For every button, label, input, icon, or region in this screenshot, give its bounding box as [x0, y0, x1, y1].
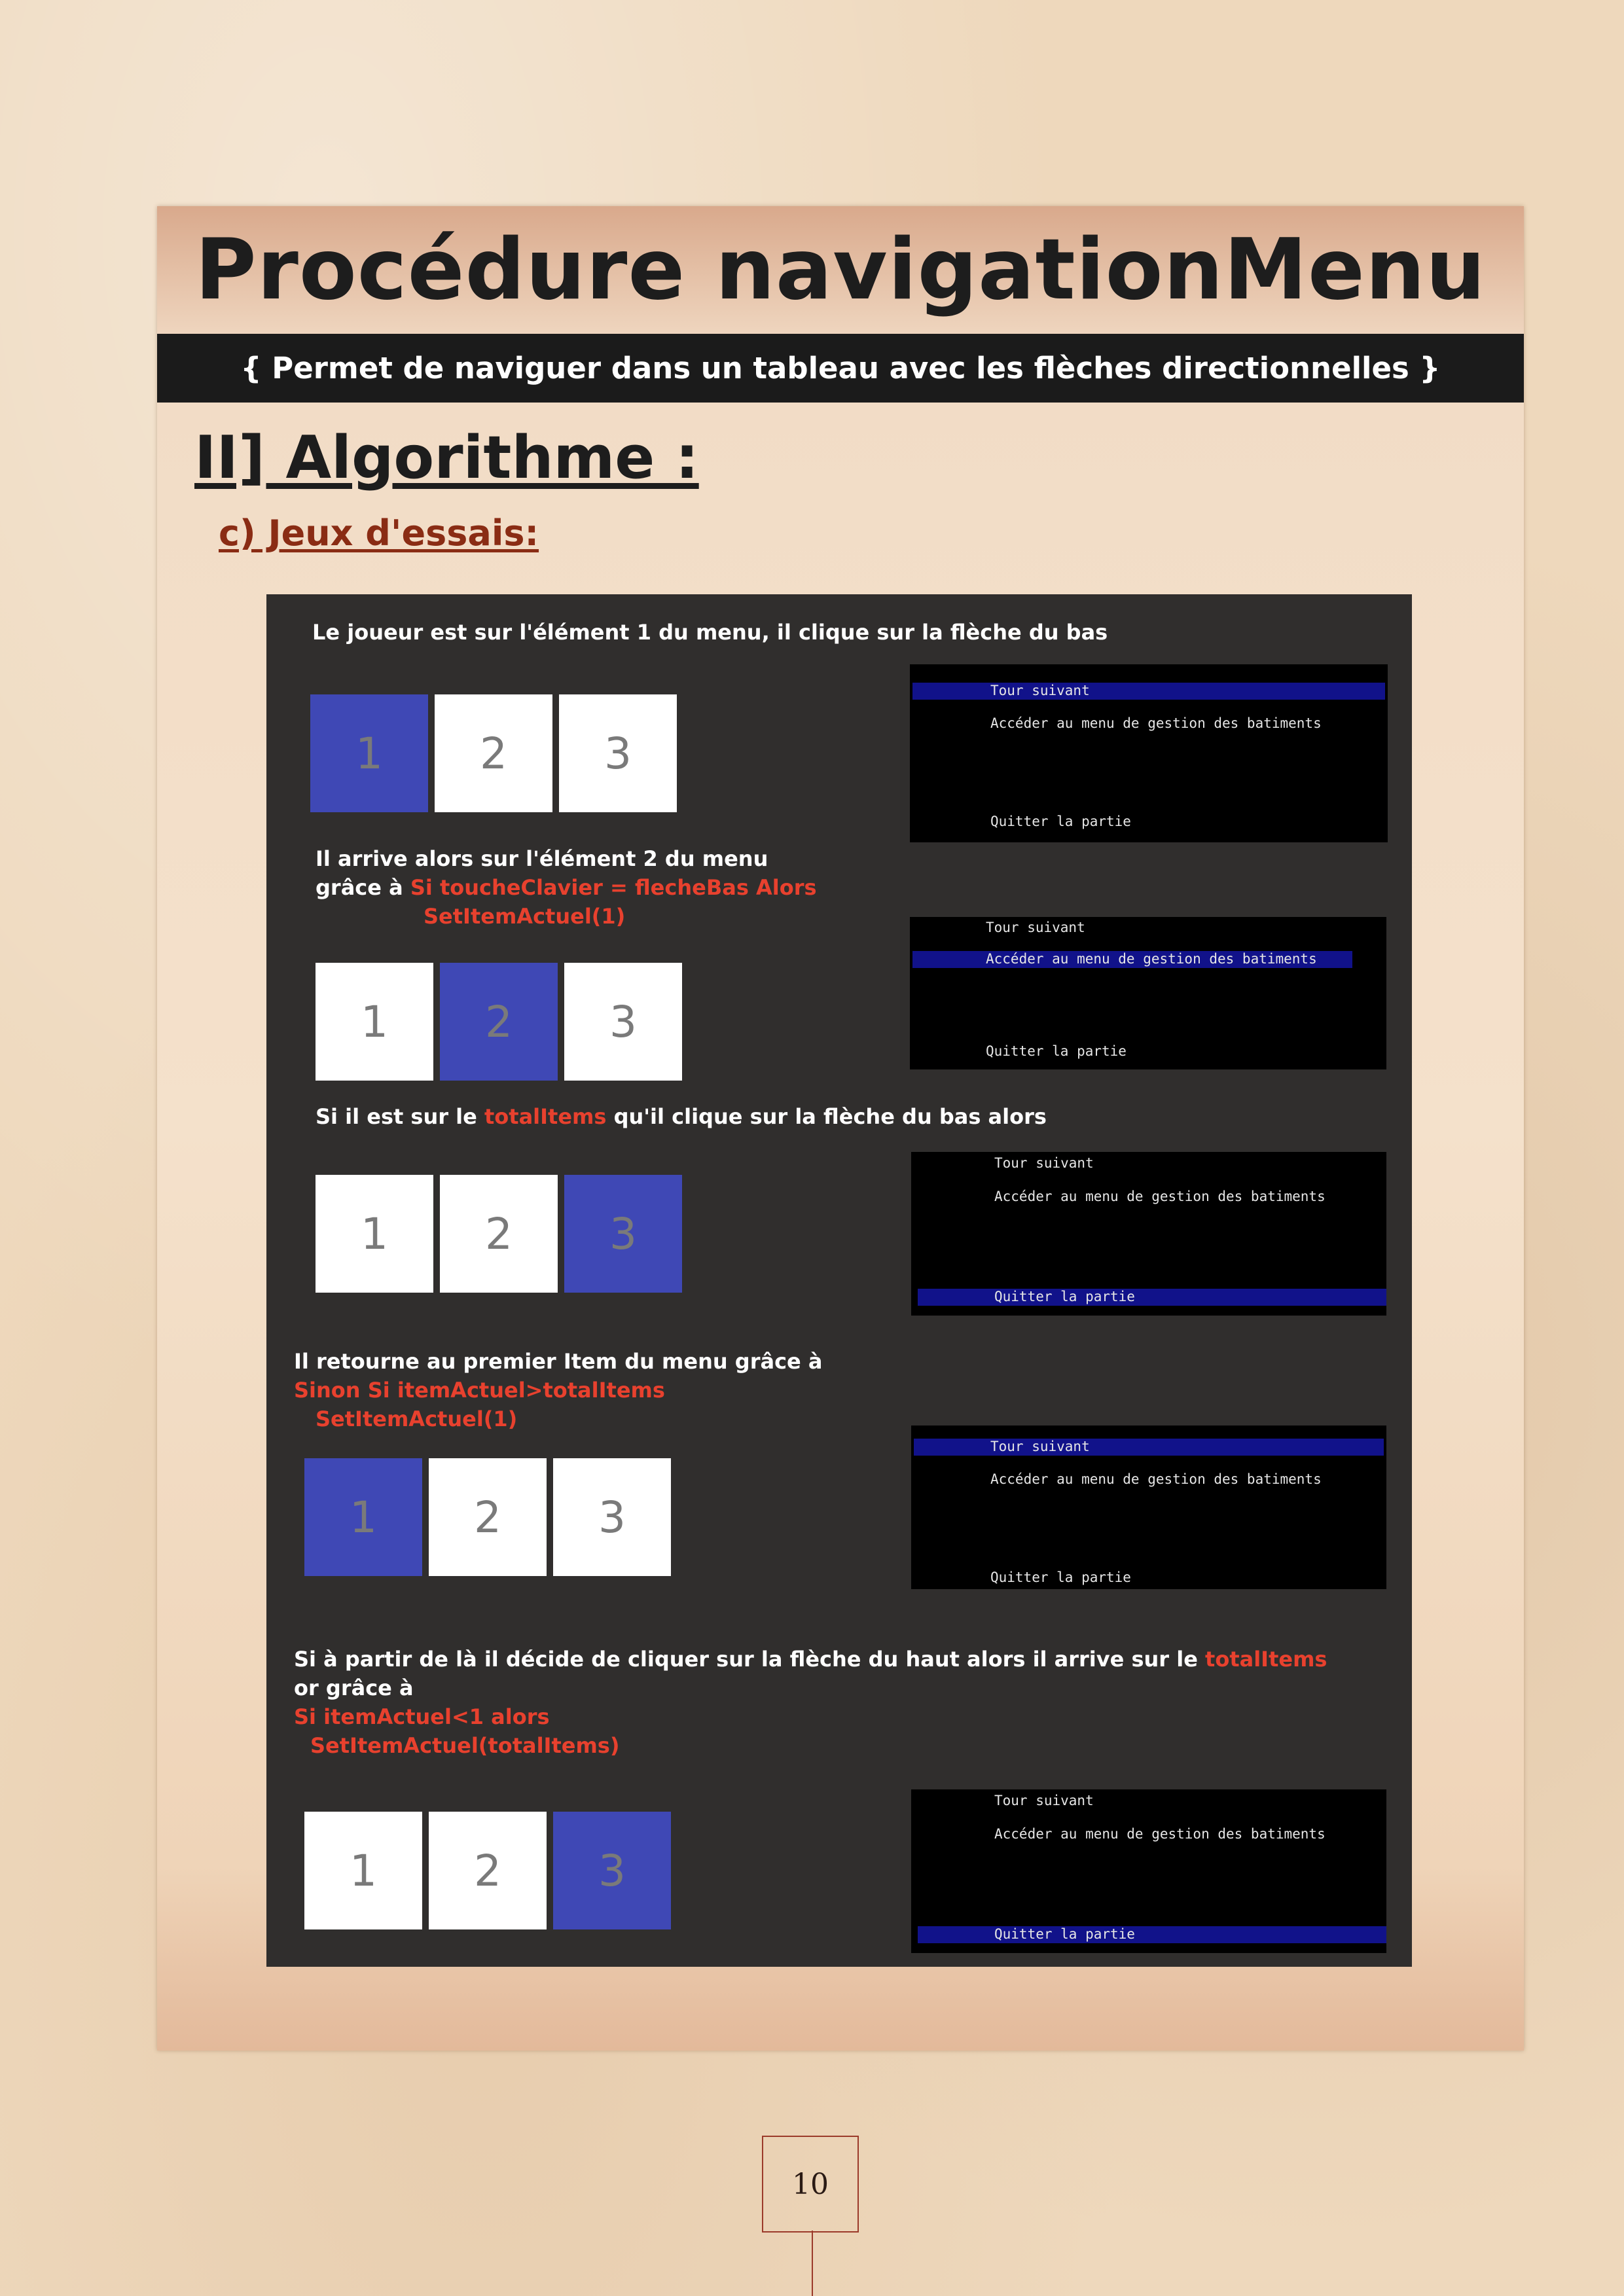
step2-text-line2: grâce à Si toucheClavier = flecheBas Alors [316, 875, 817, 900]
step3-console [911, 1152, 1386, 1316]
menu-item-tour-suivant: Tour suivant [986, 920, 1085, 935]
menu-item-quitter: Quitter la partie [990, 814, 1131, 829]
grid-cell: 2 [429, 1458, 547, 1576]
step4-grid [304, 1458, 671, 1576]
grid-cell: 3 [564, 963, 682, 1081]
step5-console [911, 1789, 1386, 1953]
selection-highlight [918, 1926, 1386, 1943]
step4-code: Sinon Si itemActuel>totalItems [294, 1378, 665, 1403]
step2-code: Si toucheClavier = flecheBas Alors [410, 875, 817, 900]
grid-cell: 3 [559, 694, 677, 812]
menu-item-tour-suivant: Tour suivant [990, 683, 1090, 698]
page-subtitle: { Permet de naviguer dans un tableau avec les flèches directionnelles } [157, 334, 1524, 403]
menu-item-gestion: Accéder au menu de gestion des batiments [994, 1189, 1326, 1204]
grid-cell: 2 [435, 694, 552, 812]
selection-highlight [912, 683, 1385, 700]
step4-console [911, 1426, 1386, 1589]
subsection-heading: c) Jeux d'essais: [219, 512, 539, 554]
menu-item-quitter: Quitter la partie [994, 1926, 1135, 1942]
step3-grid [316, 1175, 682, 1293]
menu-item-quitter: Quitter la partie [994, 1289, 1135, 1304]
step1-grid [310, 694, 677, 812]
menu-item-tour-suivant: Tour suivant [994, 1793, 1094, 1808]
selection-highlight [914, 1439, 1384, 1456]
grid-cell: 2 [440, 1175, 558, 1293]
test-cases-panel [266, 594, 1412, 1967]
page-number: 10 [762, 2136, 859, 2233]
step2-code-line2: SetItemActuel(1) [424, 904, 626, 929]
menu-item-gestion: Accéder au menu de gestion des batiments [986, 951, 1317, 967]
grid-cell: 1 [304, 1812, 422, 1929]
step5-grid [304, 1812, 671, 1929]
grid-cell: 1 [304, 1458, 422, 1576]
step5-code: totalItems [1205, 1647, 1327, 1672]
menu-item-quitter: Quitter la partie [986, 1043, 1127, 1059]
step5-code-line2: Si itemActuel<1 alors [294, 1704, 550, 1729]
step2-grid [316, 963, 682, 1081]
document-page [157, 206, 1524, 2051]
page-title: Procédure navigationMenu [194, 221, 1487, 319]
step2-text: Il arrive alors sur l'élément 2 du menu [316, 846, 768, 871]
step5-text-line2: or grâce à [294, 1676, 414, 1700]
menu-item-tour-suivant: Tour suivant [990, 1439, 1090, 1454]
selection-highlight [918, 1289, 1386, 1306]
menu-item-gestion: Accéder au menu de gestion des batiments [990, 1471, 1322, 1487]
grid-cell: 2 [429, 1812, 547, 1929]
step4-text: Il retourne au premier Item du menu grâce à [294, 1349, 823, 1374]
page-number-line [812, 2231, 813, 2296]
menu-item-tour-suivant: Tour suivant [994, 1155, 1094, 1171]
menu-item-gestion: Accéder au menu de gestion des batiments [994, 1826, 1326, 1842]
grid-cell: 1 [316, 1175, 433, 1293]
grid-cell: 3 [553, 1458, 671, 1576]
step5-code-line3: SetItemActuel(totalItems) [310, 1733, 620, 1758]
step3-text: Si il est sur le totalItems qu'il clique sur la flèche du bas alors [316, 1104, 1047, 1129]
section-heading: II] Algorithme : [194, 423, 699, 492]
step4-code-line2: SetItemActuel(1) [316, 1407, 518, 1431]
step1-text: Le joueur est sur l'élément 1 du menu, il clique sur la flèche du bas [312, 620, 1108, 645]
menu-item-gestion: Accéder au menu de gestion des batiments [990, 715, 1322, 731]
grid-cell: 2 [440, 963, 558, 1081]
grid-cell: 1 [310, 694, 428, 812]
menu-item-quitter: Quitter la partie [990, 1570, 1131, 1585]
grid-cell: 1 [316, 963, 433, 1081]
grid-cell: 3 [553, 1812, 671, 1929]
step1-console [910, 664, 1388, 842]
step2-console [910, 917, 1386, 1069]
step3-code: totalItems [484, 1104, 607, 1129]
grid-cell: 3 [564, 1175, 682, 1293]
step5-text: Si à partir de là il décide de cliquer sur la flèche du haut alors il arrive sur le totalItems [294, 1647, 1327, 1672]
